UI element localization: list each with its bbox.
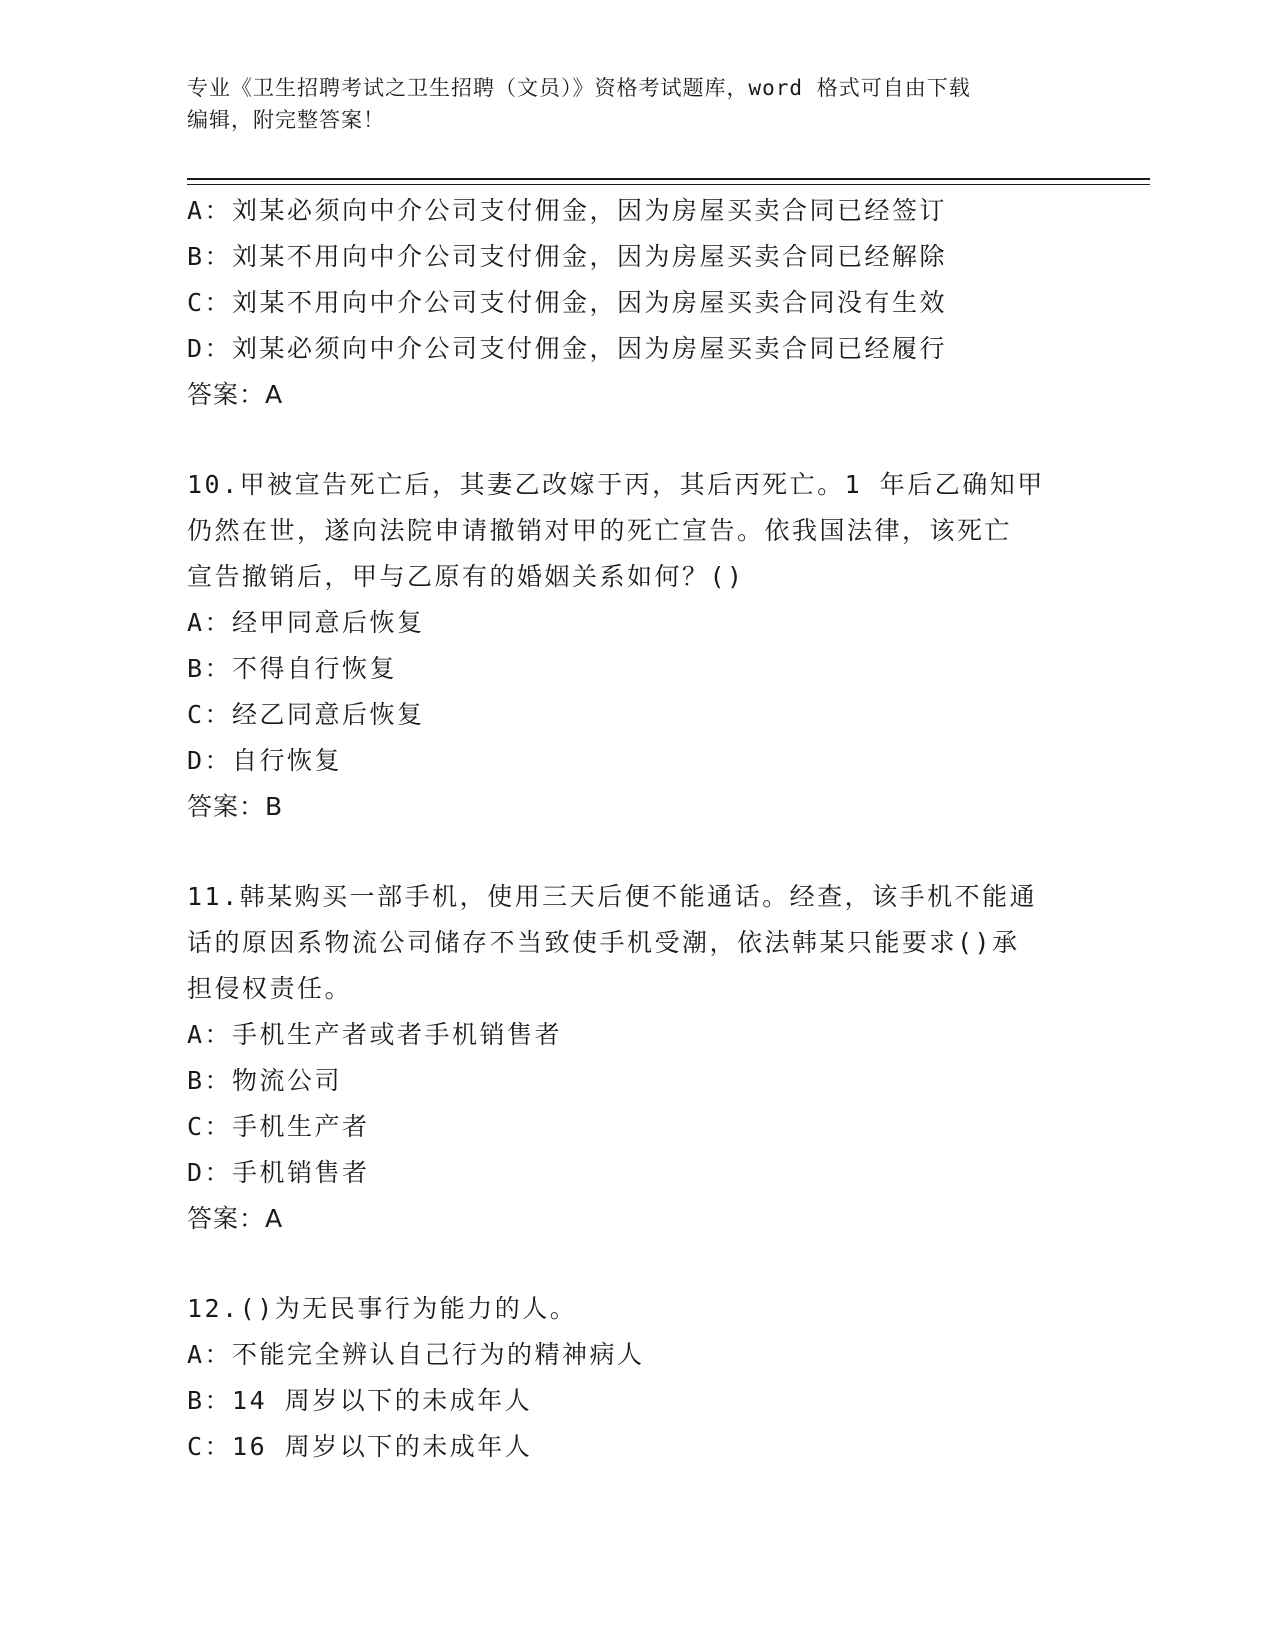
option-c: C：经乙同意后恢复 xyxy=(187,700,425,729)
option-a: A：手机生产者或者手机销售者 xyxy=(187,1020,563,1049)
question-12 xyxy=(187,1286,1067,1470)
question-10 xyxy=(187,462,1067,830)
question-stem-line: 12.()为无民事行为能力的人。 xyxy=(187,1294,578,1323)
option-b: B：不得自行恢复 xyxy=(187,654,398,683)
option-b: B：物流公司 xyxy=(187,1066,343,1095)
option-d: D：自行恢复 xyxy=(187,746,343,775)
question-stem-line: 宣告撤销后，甲与乙原有的婚姻关系如何？() xyxy=(187,562,745,591)
document-header xyxy=(187,72,1067,136)
header-line-1: 专业《卫生招聘考试之卫生招聘（文员）》资格考试题库，word 格式可自由下载 xyxy=(187,76,971,100)
option-b: B：14 周岁以下的未成年人 xyxy=(187,1386,533,1415)
option-c: C：16 周岁以下的未成年人 xyxy=(187,1432,533,1461)
question-11 xyxy=(187,874,1067,1242)
answer: 答案：B xyxy=(187,792,284,821)
header-rule-thin xyxy=(187,184,1150,185)
option-a: A：不能完全辨认自己行为的精神病人 xyxy=(187,1340,645,1369)
spacer xyxy=(187,830,1067,874)
spacer xyxy=(187,1242,1067,1286)
question-stem-line: 担侵权责任。 xyxy=(187,974,353,1003)
question-stem-line: 话的原因系物流公司储存不当致使手机受潮，依法韩某只能要求()承 xyxy=(187,928,1020,957)
question-list xyxy=(187,188,1067,1470)
question-stem-line: 仍然在世，遂向法院申请撤销对甲的死亡宣告。依我国法律，该死亡 xyxy=(187,516,1013,545)
question-stem-line: 10.甲被宣告死亡后，其妻乙改嫁于丙，其后丙死亡。1 年后乙确知甲 xyxy=(187,470,1045,499)
header-rule-thick xyxy=(187,178,1150,180)
spacer xyxy=(187,418,1067,462)
question-9 xyxy=(187,188,1067,418)
header-line-2: 编辑，附完整答案！ xyxy=(187,108,385,132)
option-c: C：刘某不用向中介公司支付佣金，因为房屋买卖合同没有生效 xyxy=(187,288,948,317)
option-d: D：刘某必须向中介公司支付佣金，因为房屋买卖合同已经履行 xyxy=(187,334,948,363)
question-stem-line: 11.韩某购买一部手机，使用三天后便不能通话。经查，该手机不能通 xyxy=(187,882,1038,911)
option-c: C：手机生产者 xyxy=(187,1112,370,1141)
option-d: D：手机销售者 xyxy=(187,1158,370,1187)
option-a: A：经甲同意后恢复 xyxy=(187,608,425,637)
answer: 答案：A xyxy=(187,1204,284,1233)
answer: 答案：A xyxy=(187,380,284,409)
option-b: B：刘某不用向中介公司支付佣金，因为房屋买卖合同已经解除 xyxy=(187,242,948,271)
option-a: A：刘某必须向中介公司支付佣金，因为房屋买卖合同已经签订 xyxy=(187,196,948,225)
